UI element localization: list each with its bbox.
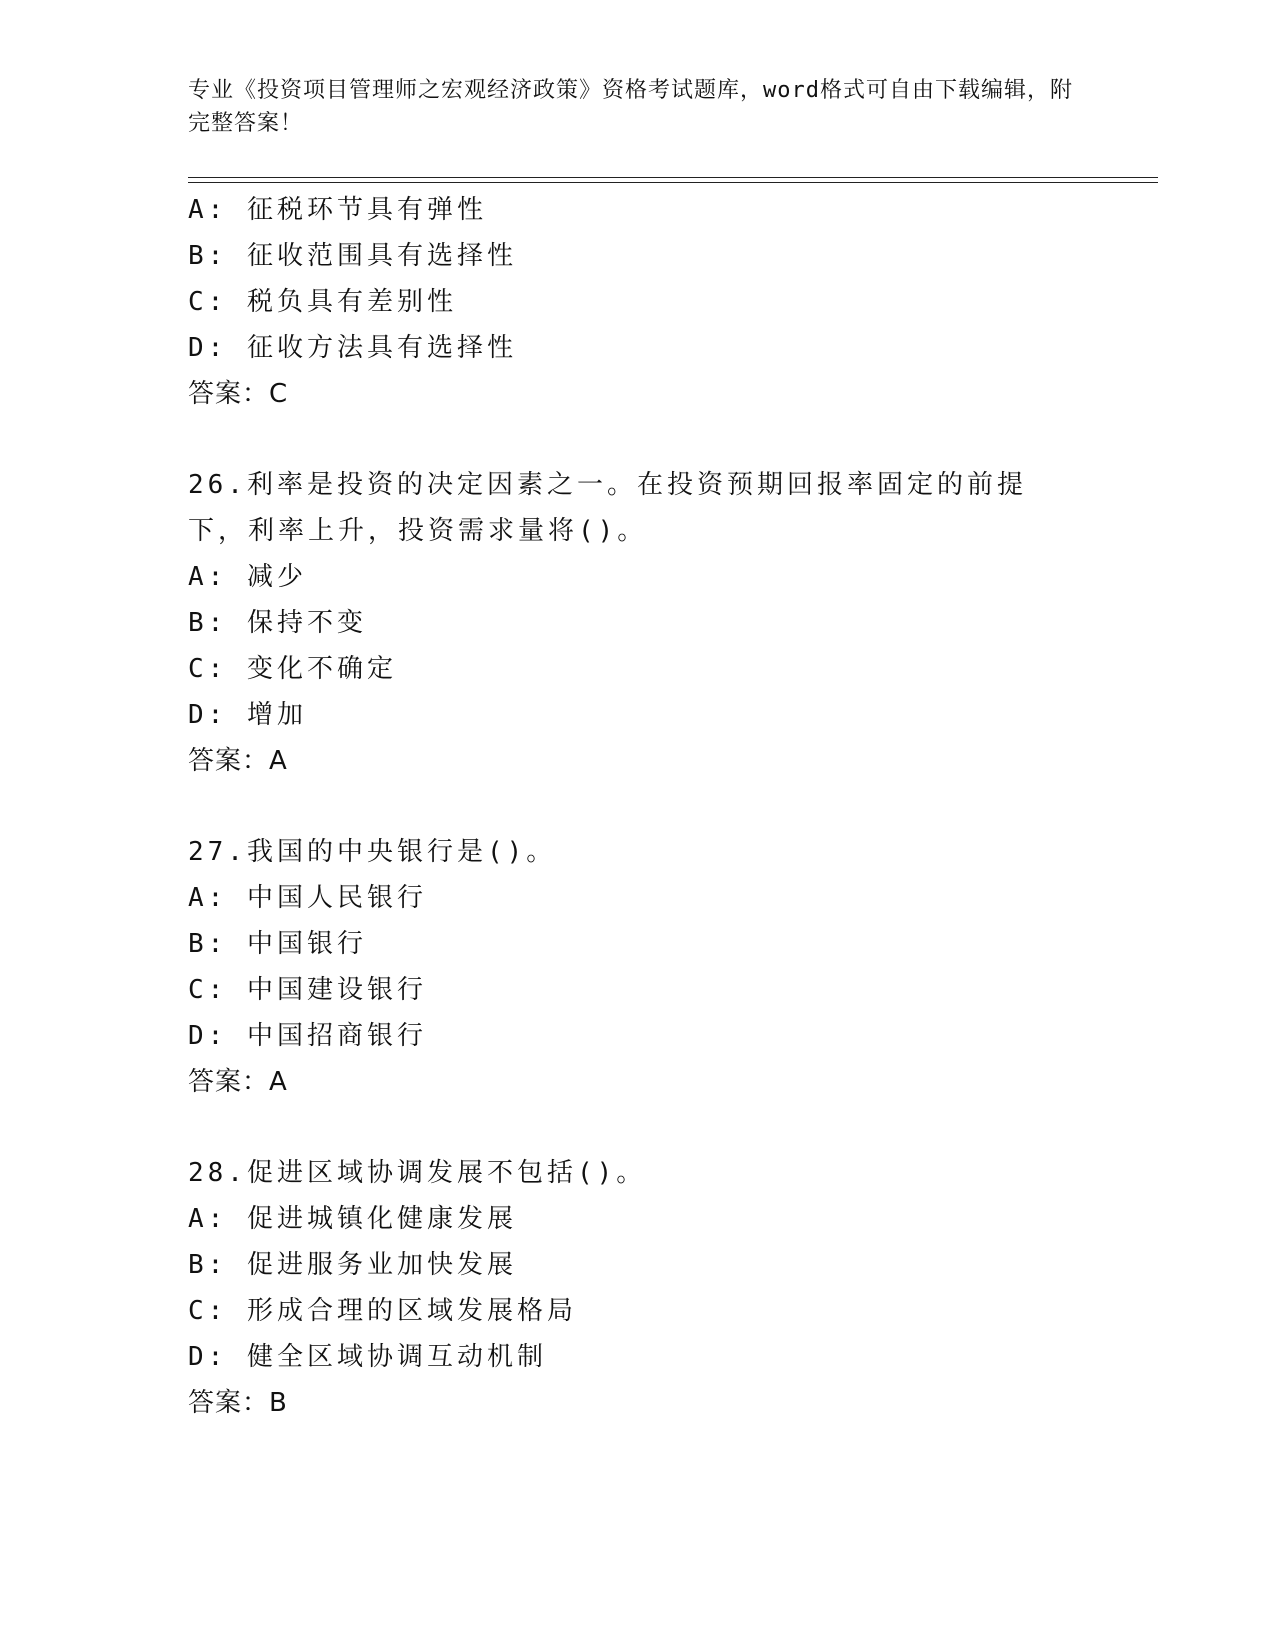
option-b: B: 保持不变 [188, 608, 367, 638]
option-a: A: 征税环节具有弹性 [188, 195, 487, 225]
question-stem: 28.促进区域协调发展不包括()。 [188, 1158, 647, 1188]
option-b: B: 征收范围具有选择性 [188, 241, 517, 271]
question-26 [188, 462, 1088, 784]
option-c: C: 变化不确定 [188, 654, 397, 684]
option-d: D: 征收方法具有选择性 [188, 333, 517, 363]
answer-line: 答案：A [188, 1067, 288, 1097]
option-c: C: 形成合理的区域发展格局 [188, 1296, 577, 1326]
document-intro: 专业《投资项目管理师之宏观经济政策》资格考试题库，word格式可自由下载编辑，附完整答案！ [188, 78, 1073, 136]
option-c: C: 中国建设银行 [188, 975, 427, 1005]
header-rule-top [188, 177, 1158, 178]
question-25-partial [188, 187, 1088, 417]
answer-line: 答案：C [188, 379, 289, 409]
question-list [188, 187, 1088, 1426]
option-c: C: 税负具有差别性 [188, 287, 457, 317]
answer-line: 答案：A [188, 746, 288, 776]
option-d: D: 中国招商银行 [188, 1021, 427, 1051]
option-a: A: 减少 [188, 562, 307, 592]
option-a: A: 促进城镇化健康发展 [188, 1204, 517, 1234]
option-d: D: 增加 [188, 700, 307, 730]
question-28 [188, 1150, 1088, 1426]
question-stem: 26.利率是投资的决定因素之一。在投资预期回报率固定的前提下，利率上升，投资需求量将()。 [188, 470, 1027, 546]
question-stem: 27.我国的中央银行是()。 [188, 837, 557, 867]
answer-line: 答案：B [188, 1388, 288, 1418]
option-d: D: 健全区域协调互动机制 [188, 1342, 547, 1372]
option-b: B: 中国银行 [188, 929, 367, 959]
option-b: B: 促进服务业加快发展 [188, 1250, 517, 1280]
option-a: A: 中国人民银行 [188, 883, 427, 913]
header-rule-bottom [188, 182, 1158, 183]
question-27 [188, 829, 1088, 1105]
